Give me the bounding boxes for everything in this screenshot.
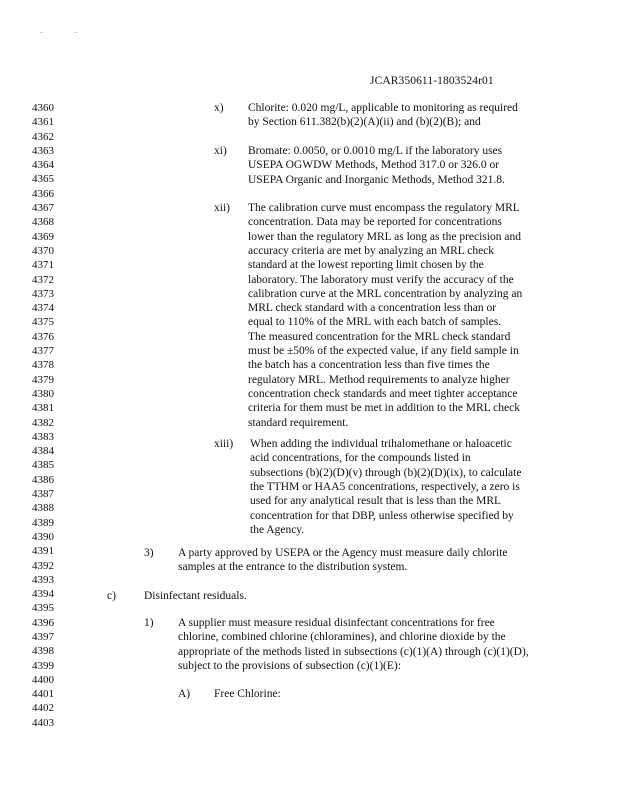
line-number: 4364: [32, 159, 54, 172]
line-number: 4382: [32, 416, 54, 429]
line-number: 4379: [32, 373, 54, 386]
line-number: 4383: [32, 430, 54, 443]
item-1-line: chlorine, combined chlorine (chloramines), and chlorine dioxide by the: [178, 631, 506, 644]
item-xi-line: USEPA OGWDW Methods, Method 317.0 or 326.0 or: [248, 159, 500, 172]
item-x-line: by Section 611.382(b)(2)(A)(ii) and (b)(2)(B); and: [248, 116, 481, 129]
item-3-line: A party approved by USEPA or the Agency must measure daily chlorite: [178, 547, 508, 559]
line-number: 4394: [32, 588, 54, 601]
item-1-line: A supplier must measure residual disinfectant concentrations for free: [178, 617, 495, 629]
item-label-3: 3): [144, 547, 154, 559]
line-number: 4397: [32, 630, 54, 643]
section-heading: Disinfectant residuals.: [144, 590, 247, 602]
line-number: 4393: [32, 573, 54, 586]
line-number: 4401: [32, 688, 54, 701]
item-xiii-line: the TTHM or HAA5 concentrations, respectively, a zero is: [250, 480, 520, 493]
item-xiii-line: acid concentrations, for the compounds listed in: [250, 452, 471, 465]
line-number: 4389: [32, 516, 54, 529]
line-number: 4380: [32, 387, 54, 400]
line-number: 4360: [32, 102, 54, 114]
line-number: 4369: [32, 230, 54, 243]
line-number: 4370: [32, 244, 54, 257]
line-number: 4391: [32, 545, 54, 558]
item-xii-line: standard at the lowest reporting limit chosen by the: [248, 259, 484, 272]
item-xii-line: lower than the regulatory MRL as long as the precision and: [248, 230, 521, 243]
line-number: 4368: [32, 216, 54, 229]
line-number: 4387: [32, 488, 54, 501]
item-xii-line: concentration check standards and meet tighter acceptance: [248, 387, 518, 400]
line-number: 4399: [32, 659, 54, 672]
line-number-column: [32, 101, 72, 730]
scan-mark: [74, 32, 77, 33]
line-number: 4366: [32, 187, 54, 200]
scan-mark: [40, 32, 43, 33]
line-number: 4386: [32, 473, 54, 486]
line-number: 4384: [32, 445, 54, 458]
item-label-x: x): [214, 102, 224, 114]
item-xiii-line: used for any analytical result that is less than the MRL: [250, 495, 502, 508]
item-xii-line: standard requirement.: [248, 416, 349, 429]
line-number: 4367: [32, 202, 54, 215]
item-xii-line: concentration. Data may be reported for concentrations: [248, 216, 502, 229]
item-xii-line: the batch has a concentration less than five times the: [248, 359, 490, 372]
line-number: 4395: [32, 602, 54, 615]
line-number: 4373: [32, 287, 54, 300]
line-number: 4390: [32, 530, 54, 543]
line-number: 4402: [32, 702, 54, 715]
line-number: 4365: [32, 173, 54, 186]
item-xiii-line: concentration for that DBP, unless otherwise specified by: [250, 509, 514, 522]
item-label-xiii: xiii): [214, 438, 234, 450]
line-number: 4396: [32, 616, 54, 629]
item-label-xi: xi): [214, 145, 227, 157]
item-xi-line: USEPA Organic and Inorganic Methods, Method 321.8.: [248, 173, 505, 186]
item-3-line: samples at the entrance to the distribution system.: [178, 561, 408, 574]
item-1-line: appropriate of the methods listed in subsections (c)(1)(A) through (c)(1)(D),: [178, 645, 529, 658]
item-xii-line: criteria for them must be met in addition to the MRL check: [248, 402, 520, 415]
line-number: 4376: [32, 330, 54, 343]
item-label-xii: xii): [214, 202, 230, 214]
line-number: 4403: [32, 716, 54, 729]
item-xii-line: equal to 110% of the MRL with each batch of samples.: [248, 316, 502, 329]
item-A-line: Free Chlorine:: [214, 688, 281, 700]
item-xii-line: must be ±50% of the expected value, if any field sample in: [248, 345, 519, 357]
item-x-line: Chlorite: 0.020 mg/L, applicable to monitoring as required: [248, 102, 518, 114]
item-xii-line: The measured concentration for the MRL check standard: [248, 330, 511, 343]
line-number: 4361: [32, 116, 54, 129]
item-label-c: c): [107, 590, 116, 602]
item-xii-line: The calibration curve must encompass the regulatory MRL: [248, 202, 520, 214]
item-label-1: 1): [144, 617, 154, 629]
line-number: 4372: [32, 273, 54, 286]
item-xi-line: Bromate: 0.0050, or 0.0010 mg/L if the laboratory uses: [248, 145, 503, 157]
line-number: 4371: [32, 259, 54, 272]
item-xii-line: regulatory MRL. Method requirements to analyze higher: [248, 373, 510, 386]
item-xiii-line: When adding the individual trihalomethane or haloacetic: [250, 438, 512, 450]
line-number: 4363: [32, 144, 54, 157]
document-id: JCAR350611-1803524r01: [370, 75, 494, 87]
item-xiii-line: the Agency.: [250, 523, 305, 536]
line-number: 4398: [32, 645, 54, 658]
line-number: 4381: [32, 402, 54, 415]
item-xiii-line: subsections (b)(2)(D)(v) through (b)(2)(D)(ix), to calculate: [250, 466, 522, 479]
item-1-line: subject to the provisions of subsection (c)(1)(E):: [178, 659, 401, 672]
line-number: 4378: [32, 359, 54, 372]
line-number: 4400: [32, 673, 54, 686]
item-xii-line: accuracy criteria are met by analyzing an MRL check: [248, 244, 495, 257]
line-number: 4385: [32, 459, 54, 472]
item-label-A: A): [178, 688, 191, 700]
line-number: 4377: [32, 345, 54, 358]
item-xii-line: calibration curve at the MRL concentration by analyzing an: [248, 287, 523, 300]
item-xii-line: MRL check standard with a concentration less than or: [248, 302, 497, 315]
line-number: 4362: [32, 130, 54, 143]
line-number: 4375: [32, 316, 54, 329]
line-number: 4374: [32, 302, 54, 315]
line-number: 4392: [32, 559, 54, 572]
item-xii-line: laboratory. The laboratory must verify the accuracy of the: [248, 273, 514, 286]
line-number: 4388: [32, 502, 54, 515]
